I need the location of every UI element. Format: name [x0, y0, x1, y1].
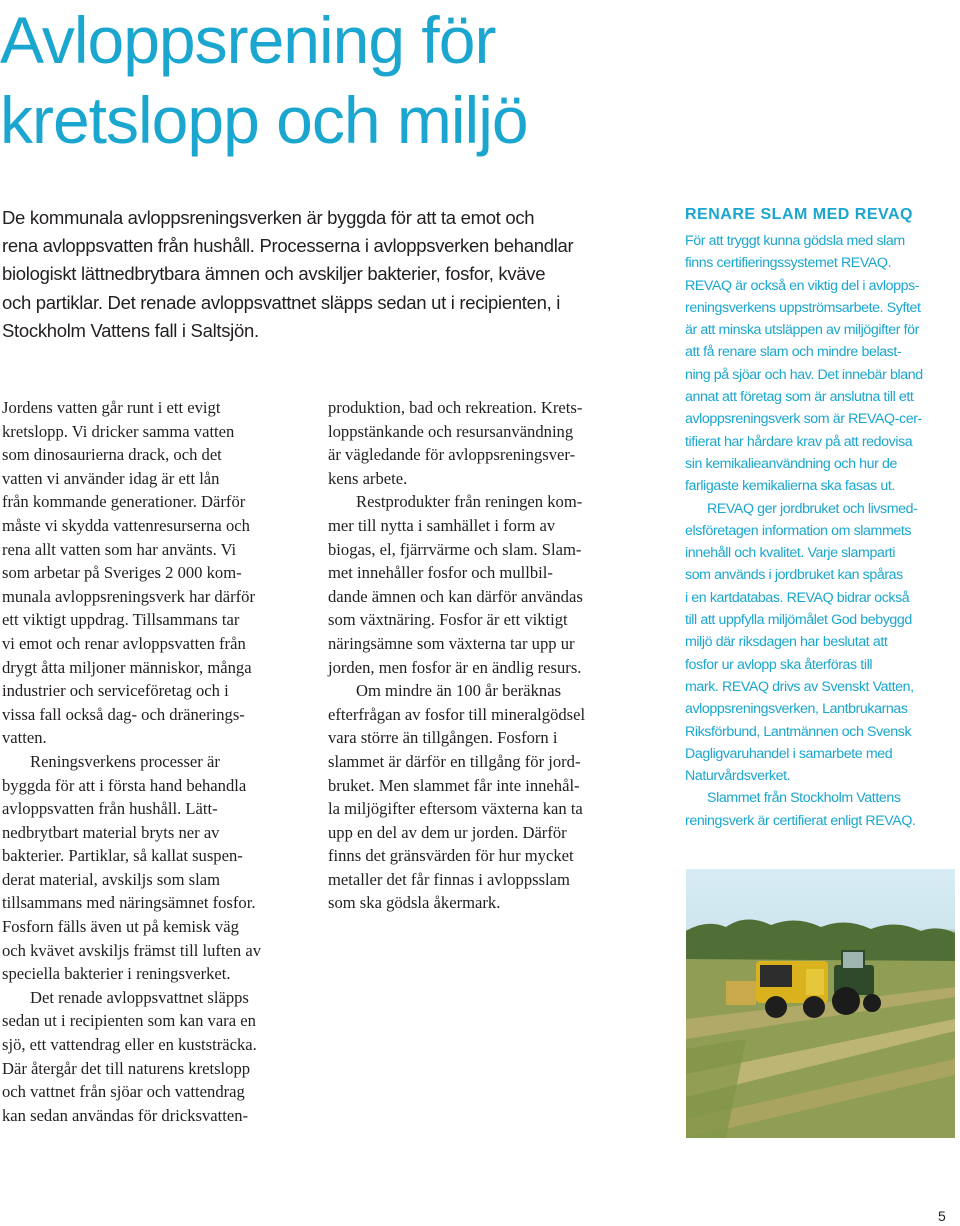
sidebar-heading: RENARE SLAM MED REVAQ: [685, 206, 913, 223]
body-line: är vägledande för avloppsreningsver-: [328, 445, 576, 465]
body-line: måste vi skydda vattenresurserna och: [2, 515, 250, 535]
body-line: nedbrytbart material bryts ner av: [2, 822, 220, 842]
body-line: och kvävet avskiljs främst till luften av: [2, 940, 261, 960]
body-line: bruket. Men slammet får inte innehål-: [328, 775, 580, 795]
sidebar-line: farligaste kemikalierna ska fasas ut.: [685, 478, 895, 495]
sidebar-line: mark. REVAQ drivs av Svenskt Vatten,: [685, 678, 914, 695]
body-line: näringsämne som växterna tar upp ur: [328, 633, 575, 653]
body-line: efterfrågan av fosfor till mineralgödsel: [328, 704, 586, 724]
body-line: Jordens vatten går runt i ett evigt: [2, 398, 221, 417]
body-line: kan sedan användas för dricksvatten-: [2, 1105, 249, 1125]
body-line: tillsammans med näringsämnet fosfor.: [2, 893, 256, 913]
intro-line: rena avloppsvatten från hushåll. Processerna i avloppsverken behandlar: [2, 235, 574, 257]
sidebar-line: i en kartdatabas. REVAQ bidrar också: [685, 589, 910, 606]
sidebar-line: REVAQ är också en viktig del i avlopps-: [685, 277, 920, 294]
sidebar-line: sin kemikalieanvändning och hur de: [685, 455, 897, 472]
body-line: Där återgår det till naturens kretslopp: [2, 1058, 251, 1078]
body-line: upp en del av dem ur jorden. Därför: [328, 822, 567, 842]
body-line: dande ämnen och kan därför användas: [328, 586, 583, 606]
body-line: Restprodukter från reningen kom-: [356, 492, 583, 512]
body-line: som dinosaurierna drack, och det: [2, 445, 222, 465]
body-line: sedan ut i recipienten som kan vara en: [2, 1011, 256, 1031]
body-line: sjö, ett vattendrag eller en kuststräcka.: [2, 1035, 257, 1055]
sidebar-line: Naturvårdsverket.: [685, 768, 791, 785]
sidebar-line: som används i jordbruket kan spåras: [685, 567, 903, 584]
sidebar-line: Slammet från Stockholm Vattens: [707, 790, 901, 807]
title-line: Avloppsrening för: [0, 3, 496, 77]
body-line: vatten vi använder idag är ett lån: [2, 468, 220, 488]
sidebar-line: att få renare slam och mindre belast-: [685, 344, 902, 361]
body-line: biogas, el, fjärrvärme och slam. Slam-: [328, 539, 582, 559]
body-line: industrier och serviceföretag och i: [2, 681, 229, 701]
body-line: finns det gränsvärden för hur mycket: [328, 846, 574, 866]
body-column-1: [2, 396, 302, 1127]
body-line: Reningsverkens processer är: [30, 751, 220, 771]
body-line: met innehåller fosfor och mullbil-: [328, 563, 553, 583]
body-column-2: [328, 396, 628, 915]
page-number: 5: [938, 1208, 946, 1224]
title-line: kretslopp och miljö: [0, 83, 528, 157]
body-line: mer till nytta i samhället i form av: [328, 515, 556, 535]
sidebar-line: finns certifieringssystemet REVAQ.: [685, 255, 892, 272]
body-line: Fosforn fälls även ut på kemisk väg: [2, 917, 239, 937]
body-line: byggda för att i första hand behandla: [2, 775, 247, 795]
body-line: avloppsvatten från hushåll. Lätt-: [2, 799, 218, 819]
sidebar-line: till att uppfylla miljömålet God bebyggd: [685, 612, 912, 629]
body-line: slammet är därför en tillgång för jord-: [328, 751, 581, 771]
page-title: [0, 0, 640, 160]
body-line: och vattnet från sjöar och vattendrag: [2, 1082, 245, 1102]
sidebar-line: är att minska utsläppen av miljögifter för: [685, 322, 919, 339]
body-line: vatten.: [2, 728, 47, 748]
revaq-sidebar: [685, 204, 957, 832]
body-line: kretslopp. Vi dricker samma vatten: [2, 421, 235, 441]
sidebar-line: reningsverk är certifierat enligt REVAQ.: [685, 812, 916, 829]
body-line: bakterier. Partiklar, så kallat suspen-: [2, 846, 243, 866]
body-line: metaller det får finnas i avloppsslam: [328, 869, 570, 889]
sidebar-line: innehåll och kvalitet. Varje slamparti: [685, 545, 896, 562]
sidebar-line: Dagligvaruhandel i samarbete med: [685, 745, 893, 762]
sidebar-line: elsföretagen information om slammets: [685, 522, 912, 539]
body-line: derat material, avskiljs som slam: [2, 869, 220, 889]
sidebar-line: tifierat har hårdare krav på att redovisa: [685, 433, 913, 450]
intro-line: och partiklar. Det renade avloppsvattnet släpps sedan ut i recipienten, i: [2, 291, 561, 313]
body-line: rena allt vatten som har använts. Vi: [2, 539, 237, 559]
body-line: som växtnäring. Fosfor är ett viktigt: [328, 610, 568, 630]
sidebar-line: avloppsreningsverken, Lantbrukarnas: [685, 701, 908, 718]
intro-paragraph: [2, 204, 602, 345]
body-line: speciella bakterier i reningsverket.: [2, 964, 231, 984]
tractor-field-illustration: [686, 869, 955, 1138]
sidebar-line: ning på sjöar och hav. Det innebär bland: [685, 366, 923, 383]
sidebar-line: reningsverkens uppströmsarbete. Syftet: [685, 299, 921, 316]
body-line: som ska gödsla åkermark.: [328, 893, 501, 913]
intro-line: Stockholm Vattens fall i Saltsjön.: [2, 319, 259, 341]
body-line: vara större än tillgången. Fosforn i: [328, 728, 558, 748]
tractor-field-photo: [686, 869, 955, 1138]
body-line: loppstänkande och resursanvändning: [328, 421, 574, 441]
sidebar-line: avloppsreningsverk som är REVAQ-cer-: [685, 411, 922, 428]
body-line: munala avloppsreningsverk har därför: [2, 586, 255, 606]
sidebar-line: annat att företag som är anslutna till ett: [685, 389, 914, 406]
body-line: kens arbete.: [328, 468, 408, 488]
sidebar-line: Riksförbund, Lantmännen och Svensk: [685, 723, 912, 740]
sidebar-line: fosfor ur avlopp ska återföras till: [685, 656, 873, 673]
body-line: som arbetar på Sveriges 2 000 kom-: [2, 563, 242, 583]
sidebar-line: För att tryggt kunna gödsla med slam: [685, 233, 905, 249]
sidebar-line: miljö där riksdagen har beslutat att: [685, 634, 888, 651]
body-line: vi emot och renar avloppsvatten från: [2, 633, 246, 653]
body-line: drygt åtta miljoner människor, många: [2, 657, 252, 677]
body-line: vissa fall också dag- och dränerings-: [2, 704, 245, 724]
body-line: jorden, men fosfor är en ändlig resurs.: [328, 657, 582, 677]
body-line: produktion, bad och rekreation. Krets-: [328, 398, 583, 417]
body-line: Om mindre än 100 år beräknas: [356, 681, 562, 701]
intro-line: De kommunala avloppsreningsverken är byggda för att ta emot och: [2, 207, 535, 228]
body-line: ett viktigt uppdrag. Tillsammans tar: [2, 610, 240, 630]
body-line: från kommande generationer. Därför: [2, 492, 246, 512]
intro-line: biologiskt lättnedbrytbara ämnen och avskiljer bakterier, fosfor, kväve: [2, 263, 546, 285]
body-line: la miljögifter eftersom växterna kan ta: [328, 799, 583, 819]
sidebar-line: REVAQ ger jordbruket och livsmed-: [707, 500, 918, 517]
body-line: Det renade avloppsvattnet släpps: [30, 987, 249, 1007]
